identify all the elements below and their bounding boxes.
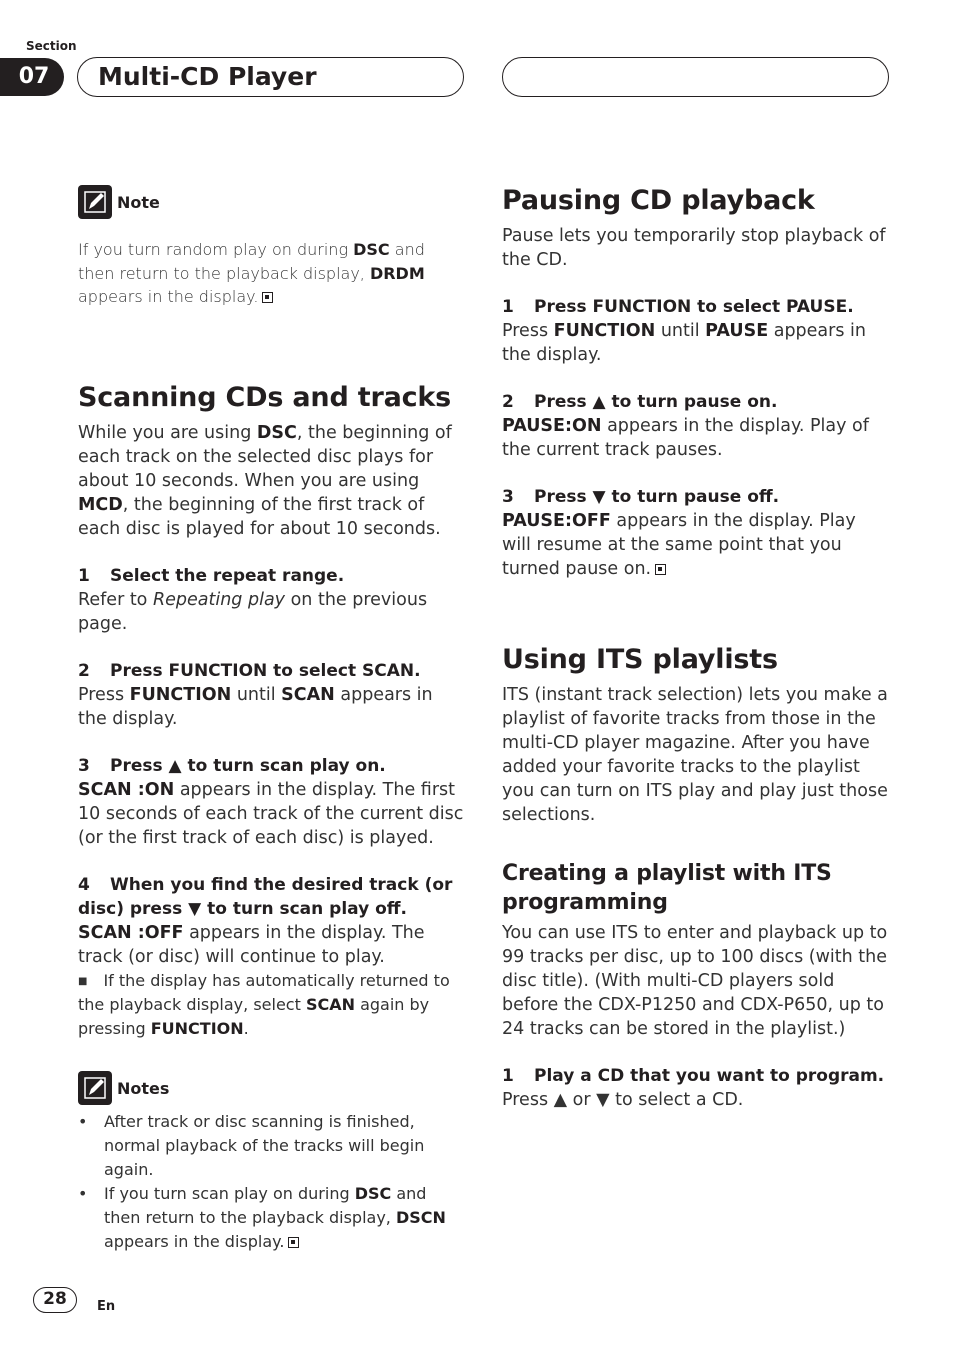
pause-step-2: 2 Press ▲ to turn pause on. bbox=[502, 392, 778, 412]
scan-step-1-body: Refer to Repeating play on the previous page. bbox=[78, 589, 428, 634]
scan-step-4-body: SCAN :OFF appears in the display. The track (or disc) will continue to play. bbox=[78, 922, 425, 967]
scan-step-2: 2 Press FUNCTION to select SCAN. bbox=[78, 660, 421, 681]
scan-step-4-note: ■ If the display has automatically returned to the playback display, select SCAN again by pressing FUNCTION. bbox=[78, 970, 450, 1038]
note-block bbox=[78, 182, 464, 309]
scan-step-4: 4 When you find the desired track (or disc) press ▼ to turn scan play off. bbox=[78, 874, 453, 919]
note-label: Note bbox=[117, 192, 160, 212]
pause-step-2-body: PAUSE:ON appears in the display. Play of the current track pauses. bbox=[502, 416, 869, 460]
end-mark-icon bbox=[655, 564, 666, 575]
right-column bbox=[502, 184, 890, 1112]
end-mark-icon bbox=[288, 1237, 299, 1248]
scan-step-2-body: Press FUNCTION until SCAN appears in the display. bbox=[78, 684, 433, 729]
notes-label: Notes bbox=[117, 1078, 170, 1098]
pencil-note-icon bbox=[78, 185, 112, 219]
page-number: 28 bbox=[33, 1287, 77, 1313]
its-heading: Using ITS playlists bbox=[502, 644, 778, 675]
its-subheading: Creating a playlist with ITS programming bbox=[502, 861, 832, 915]
pause-step-3-body: PAUSE:OFF appears in the display. Play will resume at the same point that you turned pause on. bbox=[502, 511, 856, 579]
its-step-1: 1 Play a CD that you want to program. bbox=[502, 1066, 885, 1086]
header-blank-box bbox=[502, 57, 889, 97]
scan-step-3: 3 Press ▲ to turn scan play on. bbox=[78, 755, 386, 776]
scan-intro: While you are using DSC, the beginning of each track on the selected disc plays for about 10 seconds. When you are using MCD, the beginning of the first track of each disc is played for about 10 seconds. bbox=[78, 422, 452, 539]
its-intro: ITS (instant track selection) lets you make a playlist of favorite tracks from those in the multi-CD player magazine. After you have added your favorite tracks to the playlist you can turn on ITS play and play just those selections. bbox=[502, 685, 888, 825]
list-item: • After track or disc scanning is finished, normal playback of the tracks will begin again. bbox=[78, 1112, 425, 1179]
pause-intro: Pause lets you temporarily stop playback of the CD. bbox=[502, 226, 886, 270]
section-number-tab: 07 bbox=[0, 58, 64, 96]
language-label: En bbox=[97, 1299, 116, 1314]
pause-step-1: 1 Press FUNCTION to select PAUSE. bbox=[502, 297, 854, 317]
pencil-note-icon bbox=[78, 1071, 112, 1105]
scan-heading: Scanning CDs and tracks bbox=[78, 381, 452, 413]
section-label: Section bbox=[26, 39, 77, 53]
chapter-title: Multi-CD Player bbox=[77, 57, 464, 97]
left-column bbox=[78, 182, 464, 1254]
pause-step-1-body: Press FUNCTION until PAUSE appears in the display. bbox=[502, 321, 866, 365]
end-mark-icon bbox=[262, 292, 273, 303]
scan-step-3-body: SCAN :ON appears in the display. The first 10 seconds of each track of the current disc (or the first track of each disc) is played. bbox=[78, 779, 464, 848]
notes-block bbox=[78, 1068, 464, 1254]
square-bullet-icon: ■ bbox=[78, 975, 88, 987]
pause-step-3: 3 Press ▼ to turn pause off. bbox=[502, 487, 780, 507]
scan-step-1: 1 Select the repeat range. bbox=[78, 565, 345, 586]
pause-heading: Pausing CD playback bbox=[502, 185, 815, 216]
list-item: • If you turn scan play on during DSC and then return to the playback display, DSCN appears in the display. bbox=[78, 1184, 446, 1251]
its-sub-intro: You can use ITS to enter and playback up to 99 tracks per disc, up to 100 discs (with the disc title). (With multi-CD players sold before the CDX-P1250 and CDX-P650, up to 24 tracks can be stored in the playlist.) bbox=[502, 923, 888, 1039]
note-text: If you turn random play on during DSC and then return to the playback display, DRDM appears in the display. bbox=[78, 240, 425, 306]
its-step-1-body: Press ▲ or ▼ to select a CD. bbox=[502, 1090, 744, 1110]
